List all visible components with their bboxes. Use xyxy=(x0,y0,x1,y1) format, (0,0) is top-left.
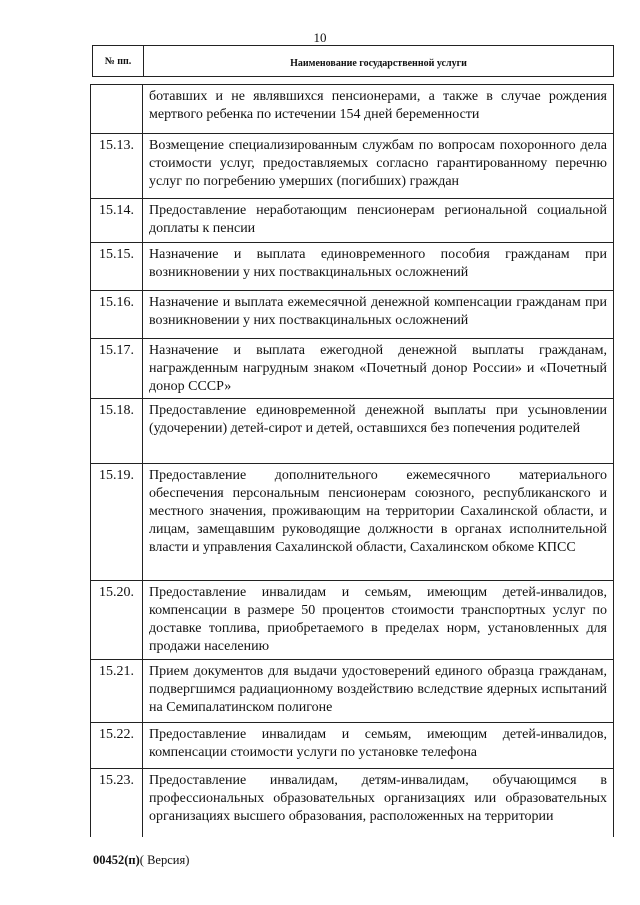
row-text: Возмещение специализированным службам по вопросам похоронного дела стоимости услуг, предоставляемых согласно гарантированному перечню услуг по погребению умерших (погибших) граждан xyxy=(149,138,607,189)
row-number: 15.17. xyxy=(91,339,143,398)
document-version: ( Версия) xyxy=(139,853,190,867)
row-number: 15.16. xyxy=(91,291,143,338)
row-text: Предоставление единовременной денежной выплаты при усыновлении (удочерении) детей-сирот и детей, оставшихся без попечения родителей xyxy=(149,403,607,436)
table-row xyxy=(91,463,613,580)
row-number: 15.22. xyxy=(91,723,143,768)
row-text: Предоставление инвалидам, детям-инвалидам, обучающимся в профессиональных образовательных организациях или образовательных организациях высшего образования, расположенных на территории xyxy=(149,773,607,824)
row-text: ботавших и не являвшихся пенсионерами, а также в случае рождения мертвого ребенка по истечении 154 дней беременности xyxy=(149,89,607,122)
header-num-column: № пп. xyxy=(93,46,144,76)
document-code: 00452(п) xyxy=(93,853,140,867)
row-number: 15.21. xyxy=(91,660,143,722)
row-text: Назначение и выплата ежегодной денежной выплаты гражданам, награжденным нагрудным знаком «Почетный донор России» и «Почетный донор СССР» xyxy=(149,343,607,394)
row-number: 15.23. xyxy=(91,769,143,837)
row-number: 15.13. xyxy=(91,134,143,198)
table-header xyxy=(92,45,614,77)
table-row xyxy=(91,659,613,722)
row-number: 15.14. xyxy=(91,199,143,242)
row-number: 15.18. xyxy=(91,399,143,463)
document-footer xyxy=(93,853,189,868)
row-number: 15.20. xyxy=(91,581,143,659)
header-name-column: Наименование государственной услуги xyxy=(290,57,467,69)
row-text: Назначение и выплата ежемесячной денежной компенсации гражданам при возникновении у них поствакцинальных осложнений xyxy=(149,295,607,328)
table-row xyxy=(91,722,613,768)
table-row xyxy=(91,84,613,133)
table-row xyxy=(91,398,613,463)
table-row xyxy=(91,133,613,198)
table-row xyxy=(91,338,613,398)
row-text: Назначение и выплата единовременного пособия гражданам при возникновении у них поствакцинальных осложнений xyxy=(149,247,607,280)
row-text: Прием документов для выдачи удостоверений единого образца гражданам, подвергшимся радиационному воздействию вследствие ядерных испытаний на Семипалатинском полигоне xyxy=(149,664,607,715)
services-table xyxy=(90,84,614,837)
table-row xyxy=(91,580,613,659)
row-number: 15.19. xyxy=(91,464,143,580)
row-number: 15.15. xyxy=(91,243,143,290)
table-row xyxy=(91,198,613,242)
page-number: 10 xyxy=(313,30,327,45)
row-text: Предоставление инвалидам и семьям, имеющим детей-инвалидов, компенсации стоимости услуги по установке телефона xyxy=(149,727,607,760)
row-number xyxy=(91,85,143,133)
row-text: Предоставление дополнительного ежемесячного материального обеспечения персональным пенсионерам союзного, республиканского и местного значения, проживающим на территории Сахалинской области, и лицам, замещавшим руководящие должности в органах исполнительной власти и управления Сахалинской области, Сахалинском обкоме КПСС xyxy=(149,468,607,555)
row-text: Предоставление неработающим пенсионерам региональной социальной доплаты к пенсии xyxy=(149,203,607,236)
table-row xyxy=(91,290,613,338)
table-row xyxy=(91,768,613,837)
row-text: Предоставление инвалидам и семьям, имеющим детей-инвалидов, компенсации в размере 50 процентов стоимости транспортных услуг по доставке топлива, приобретаемого в пределах норм, установленных для продажи населению xyxy=(149,585,607,654)
table-row xyxy=(91,242,613,290)
